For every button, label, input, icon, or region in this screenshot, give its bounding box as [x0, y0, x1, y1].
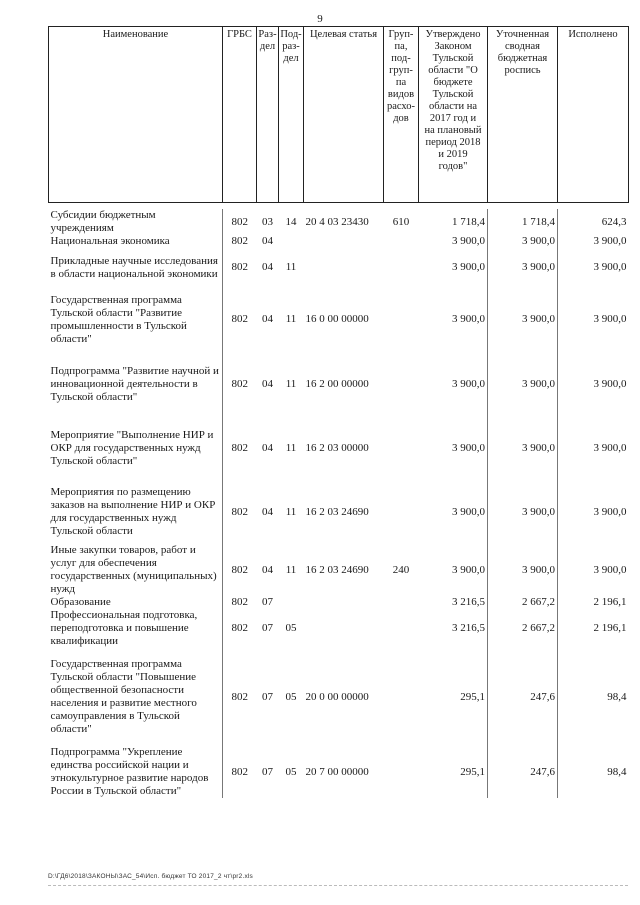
table-row	[49, 209, 629, 235]
table-row	[49, 352, 629, 416]
row-grbs: 802	[231, 622, 248, 634]
row-executed: 3 900,0	[593, 313, 627, 325]
row-podrazdel: 14	[285, 215, 297, 228]
row-target-article: 20 0 00 00000	[305, 690, 369, 703]
row-razdel: 03	[262, 215, 273, 228]
row-razdel: 04	[262, 261, 273, 273]
row-razdel: 04	[262, 235, 273, 247]
row-target-article	[304, 248, 384, 287]
table-row	[49, 287, 629, 352]
row-grbs: 802	[231, 765, 248, 778]
row-grbs: 802	[231, 441, 248, 454]
table-row	[49, 544, 629, 596]
row-podrazdel: 11	[285, 313, 297, 325]
row-approved: 3 900,0	[419, 544, 488, 596]
row-refined: 3 900,0	[488, 352, 558, 416]
row-approved: 3 900,0	[419, 352, 488, 416]
row-podrazdel: 05	[285, 690, 297, 703]
row-executed: 3 900,0	[593, 505, 627, 518]
row-approved: 295,1	[419, 746, 488, 798]
header-expense-group: Груп- па, под- груп- па видов расхо- дов	[384, 27, 419, 203]
header-name: Наименование	[49, 27, 223, 203]
header-refined: Уточненная сводная бюджетная роспись	[488, 27, 558, 203]
row-name: Государственная программа Тульской области "Развитие промышленности в Тульской области"	[49, 287, 223, 352]
row-name: Подпрограмма "Укрепление единства российской нации и этнокультурное развитие народов России в Тульской области"	[49, 746, 223, 798]
header-grbs: ГРБС	[223, 27, 257, 203]
row-podrazdel: 11	[285, 377, 297, 390]
row-name: Подпрограмма "Развитие научной и инновационной деятельности в Тульской области"	[49, 352, 223, 416]
row-podrazdel: 05	[285, 765, 297, 778]
row-approved: 3 216,5	[419, 609, 488, 648]
row-approved: 295,1	[419, 648, 488, 746]
row-refined: 2 667,2	[488, 596, 558, 609]
row-approved: 3 900,0	[419, 248, 488, 287]
row-razdel: 07	[262, 596, 273, 608]
row-name: Субсидии бюджетным учреждениям	[49, 209, 223, 235]
row-approved: 3 900,0	[419, 416, 488, 480]
row-name: Профессиональная подготовка, переподготовка и повышение квалификации	[49, 609, 223, 648]
table-row	[49, 416, 629, 480]
table-row	[49, 596, 629, 609]
row-approved: 3 900,0	[419, 480, 488, 544]
row-executed: 2 196,1	[593, 596, 627, 608]
footer-divider	[48, 885, 628, 886]
row-executed: 3 900,0	[593, 235, 627, 247]
row-target-article	[304, 235, 384, 248]
row-name: Образование	[49, 596, 223, 609]
row-executed: 3 900,0	[593, 377, 627, 390]
row-razdel: 07	[262, 765, 273, 778]
table-body	[49, 203, 629, 799]
row-expense-group: 240	[392, 563, 410, 576]
row-expense-group	[384, 480, 419, 544]
row-refined: 3 900,0	[488, 287, 558, 352]
header-target-article: Целевая статья	[304, 27, 384, 203]
header-approved: Утверждено Законом Тульской области "О бюджете Тульской области на 2017 год и на плановый период 2018 и 2019 годов"	[419, 27, 488, 203]
row-grbs: 802	[231, 261, 248, 273]
row-target-article	[304, 596, 384, 609]
row-razdel: 04	[262, 441, 273, 454]
row-podrazdel: 11	[285, 261, 297, 273]
row-expense-group	[384, 648, 419, 746]
row-executed: 2 196,1	[593, 622, 627, 634]
budget-table	[48, 26, 629, 798]
page-number: 9	[317, 13, 323, 25]
row-podrazdel	[279, 596, 304, 609]
row-target-article: 16 2 03 24690	[305, 505, 369, 518]
row-razdel: 07	[262, 690, 273, 703]
row-name: Мероприятие "Выполнение НИР и ОКР для государственных нужд Тульской области"	[49, 416, 223, 480]
table-row	[49, 480, 629, 544]
row-target-article: 16 0 00 00000	[305, 313, 369, 325]
row-expense-group	[384, 248, 419, 287]
row-expense-group	[384, 352, 419, 416]
row-grbs: 802	[231, 690, 248, 703]
row-razdel: 04	[262, 313, 273, 325]
row-name: Мероприятия по размещению заказов на выполнение НИР и ОКР для государственных нужд Тульской области	[49, 480, 223, 544]
row-target-article: 20 4 03 23430	[305, 215, 369, 228]
row-refined: 3 900,0	[488, 416, 558, 480]
row-executed: 3 900,0	[593, 441, 627, 454]
row-approved: 3 900,0	[419, 235, 488, 248]
row-expense-group	[384, 746, 419, 798]
row-grbs: 802	[231, 313, 248, 325]
row-expense-group	[384, 235, 419, 248]
row-name: Государственная программа Тульской области "Повышение общественной безопасности населения и развитие местного самоуправления в Тульской области"	[49, 648, 223, 746]
row-approved: 3 900,0	[419, 287, 488, 352]
row-refined: 3 900,0	[488, 248, 558, 287]
row-razdel: 04	[262, 563, 273, 576]
file-path-footer: D:\ГД6\2018\ЗАКОНЫ\ЗАС_54\Исп. бюджет ТО 2017_2 чт\pr2.xls	[48, 873, 254, 880]
table-row	[49, 746, 629, 798]
table-row	[49, 648, 629, 746]
budget-sheet	[48, 26, 628, 798]
row-refined: 3 900,0	[488, 544, 558, 596]
row-target-article: 16 2 03 24690	[305, 563, 369, 576]
row-refined: 2 667,2	[488, 609, 558, 648]
row-grbs: 802	[231, 235, 248, 247]
row-refined: 1 718,4	[488, 209, 558, 235]
row-executed: 98,4	[607, 765, 627, 778]
row-refined: 3 900,0	[488, 235, 558, 248]
row-expense-group	[384, 287, 419, 352]
row-target-article: 16 2 00 00000	[305, 377, 369, 390]
table-row	[49, 609, 629, 648]
row-target-article: 20 7 00 00000	[305, 765, 369, 778]
row-grbs: 802	[231, 505, 248, 518]
row-refined: 3 900,0	[488, 480, 558, 544]
row-grbs: 802	[231, 596, 248, 608]
row-expense-group	[384, 596, 419, 609]
row-name: Иные закупки товаров, работ и услуг для обеспечения государственных (муниципальных) нужд	[49, 544, 223, 596]
row-target-article	[304, 609, 384, 648]
row-razdel: 07	[262, 622, 273, 634]
row-name: Прикладные научные исследования в области национальной экономики	[49, 248, 223, 287]
row-grbs: 802	[231, 215, 248, 228]
row-grbs: 802	[231, 563, 248, 576]
table-header	[49, 27, 629, 203]
row-executed: 624,3	[601, 215, 627, 228]
row-approved: 1 718,4	[419, 209, 488, 235]
row-name: Национальная экономика	[49, 235, 223, 248]
row-podrazdel	[279, 235, 304, 248]
row-podrazdel: 11	[285, 563, 297, 576]
header-podrazdel: Под- раз- дел	[279, 27, 304, 203]
row-expense-group	[384, 416, 419, 480]
header-razdel: Раз- дел	[257, 27, 279, 203]
row-razdel: 04	[262, 505, 273, 518]
row-podrazdel: 11	[285, 441, 297, 454]
row-refined: 247,6	[488, 746, 558, 798]
row-executed: 3 900,0	[593, 563, 627, 576]
row-refined: 247,6	[488, 648, 558, 746]
row-podrazdel: 11	[285, 505, 297, 518]
row-grbs: 802	[231, 377, 248, 390]
row-podrazdel: 05	[285, 622, 297, 634]
row-razdel: 04	[262, 377, 273, 390]
table-row	[49, 235, 629, 248]
row-target-article: 16 2 03 00000	[305, 441, 369, 454]
row-approved: 3 216,5	[419, 596, 488, 609]
row-expense-group	[384, 609, 419, 648]
header-executed: Исполнено	[558, 27, 629, 203]
table-row	[49, 248, 629, 287]
row-expense-group: 610	[392, 215, 410, 228]
row-executed: 98,4	[607, 690, 627, 703]
row-executed: 3 900,0	[593, 261, 627, 273]
